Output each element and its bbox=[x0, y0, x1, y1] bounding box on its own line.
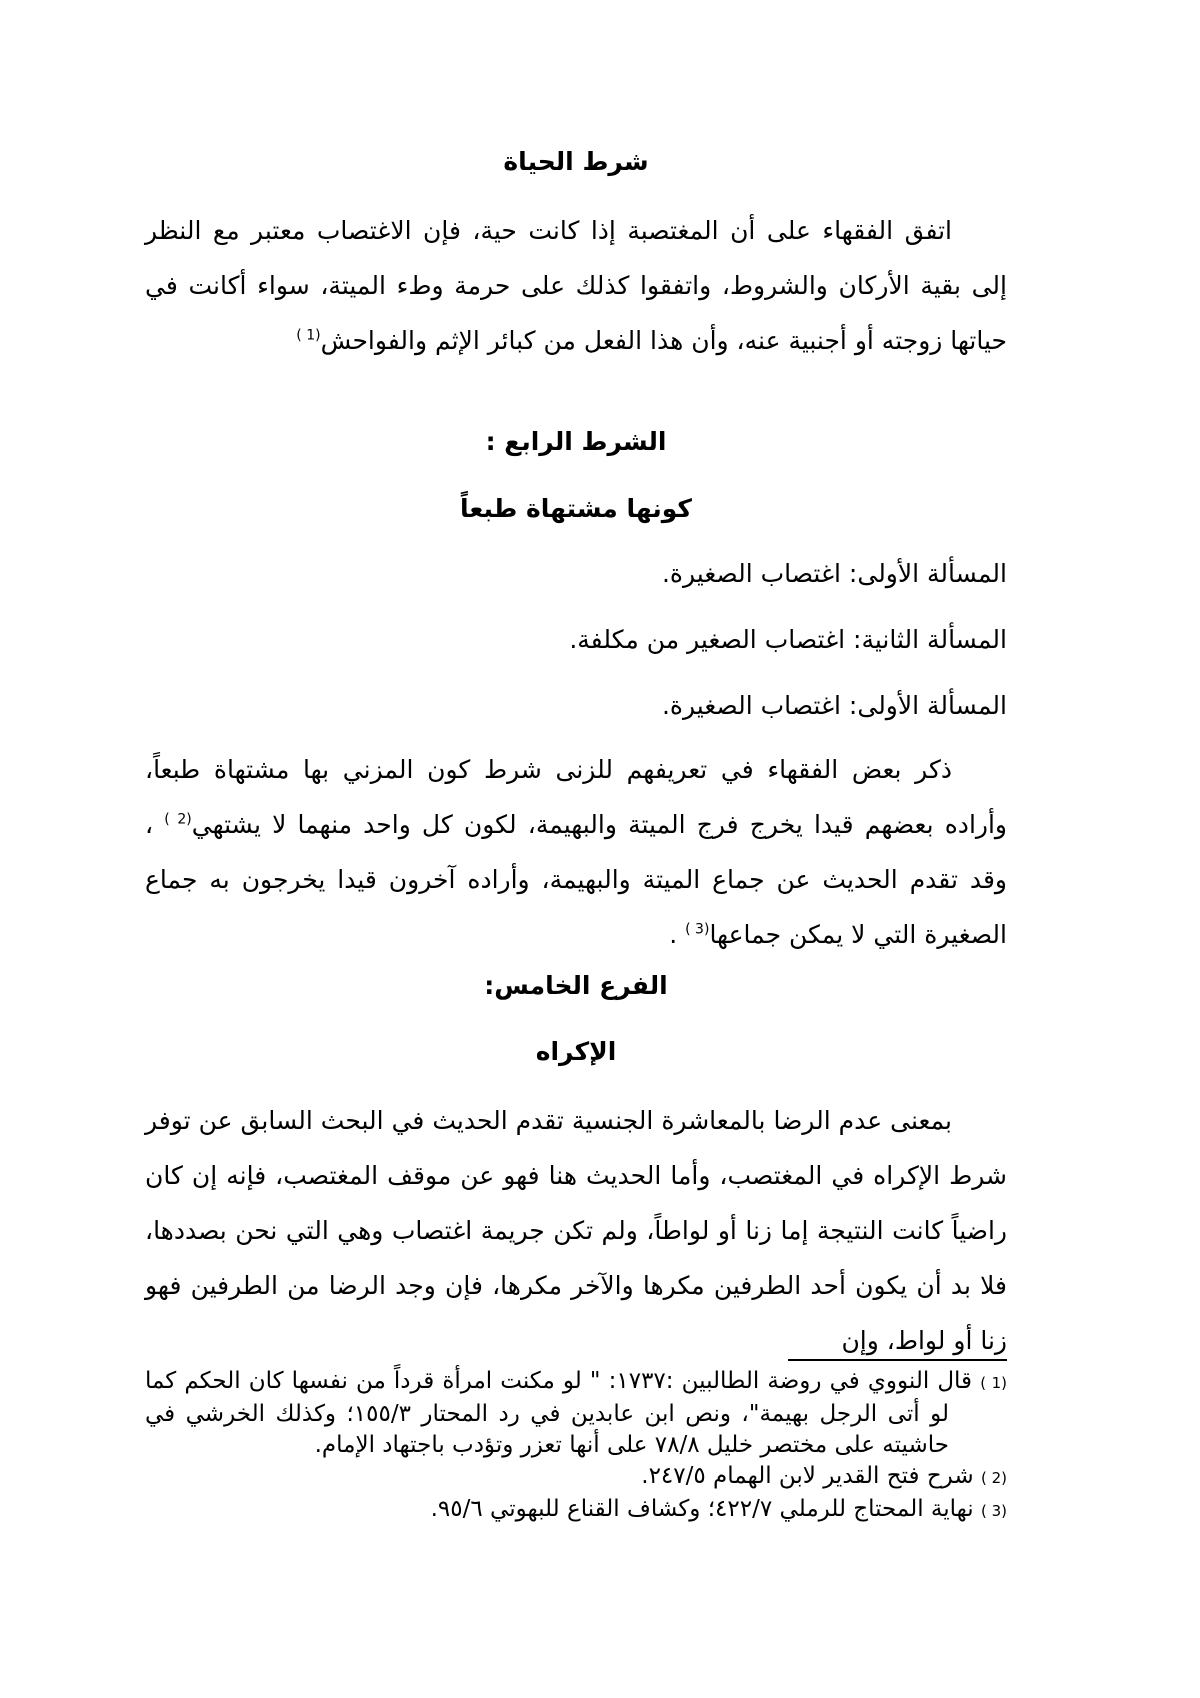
heading-life-condition: شرط الحياة bbox=[503, 147, 649, 176]
footnotes bbox=[145, 1366, 1007, 1527]
paragraph-end: . bbox=[669, 920, 678, 949]
footnote-2 bbox=[145, 1461, 1007, 1494]
heading-desirable-by-nature: كونها مشتهاة طبعاً bbox=[460, 494, 692, 523]
footnote-number: (1 ) bbox=[980, 1374, 1008, 1392]
footnote-number: (2 ) bbox=[980, 1469, 1007, 1487]
paragraph-coercion: بمعنى عدم الرضا بالمعاشرة الجنسية تقدم الحديث في البحث السابق عن توفر شرط الإكراه في المغتصب، وأما الحديث هنا فهو عن موقف المغتصب، فإنه إن كان راضياً كانت النتيجة إما زنا أو لواطاً، ولم تكن جريمة اغتصاب وهي التي نحن بصددها، فلا بد أن يكون أحد الطرفين مكرها والآخر مكرها، فإن وجد الرضا من الطرفين فهو زنا أو لواط، وإن bbox=[145, 1106, 1007, 1355]
footnote-ref-1[interactable]: (1 ) bbox=[296, 327, 321, 344]
heading-fifth-branch: الفرع الخامس: bbox=[484, 971, 668, 1000]
paragraph-text: اتفق الفقهاء على أن المغتصبة إذا كانت حية، فإن الاغتصاب معتبر مع النظر إلى بقية الأركان والشروط، واتفقوا كذلك على حرمة وطء الميتة، سواء أكانت في حياتها زوجته أو أجنبية عنه، وأن هذا الفعل من كبائر الإثم والفواحش bbox=[145, 216, 1007, 355]
paragraph-text-part1: ذكر بعض الفقهاء في تعريفهم للزنى شرط كون المزني بها مشتهاة طبعاً، وأراده بعضهم قيدا يخرج فرج الميتة والبهيمة، لكون كل واحد منهما لا يشتهي bbox=[145, 755, 1007, 839]
footnote-text: شرح فتح القدير لابن الهمام ٢٤٧/٥. bbox=[641, 1463, 974, 1489]
issue-first-repeat: المسألة الأولى: اغتصاب الصغيرة. bbox=[661, 691, 1007, 720]
footnote-1 bbox=[145, 1366, 1007, 1461]
footnote-ref-3[interactable]: (3 ) bbox=[685, 921, 710, 938]
paragraph-text-part2: ، وقد تقدم الحديث عن جماع الميتة والبهيمة، وأراده آخرون قيدا يخرجون به جماع الصغيرة التي لا يمكن جماعها bbox=[145, 810, 1007, 949]
paragraph-desirability bbox=[145, 742, 1007, 962]
issue-second: المسألة الثانية: اغتصاب الصغير من مكلفة. bbox=[569, 625, 1007, 654]
document-page bbox=[145, 0, 1007, 1698]
footnote-ref-2[interactable]: (2 ) bbox=[164, 811, 192, 828]
footnote-text: نهاية المحتاج للرملي ٤٢٢/٧؛ وكشاف القناع للبهوتي ٩٥/٦. bbox=[430, 1496, 974, 1522]
issue-first: المسألة الأولى: اغتصاب الصغيرة. bbox=[661, 559, 1007, 588]
heading-fourth-condition: الشرط الرابع : bbox=[485, 427, 667, 456]
footnote-3 bbox=[145, 1494, 1007, 1527]
footnote-number: (3 ) bbox=[980, 1502, 1007, 1520]
heading-coercion: الإكراه bbox=[535, 1037, 617, 1066]
footnote-text: قال النووي في روضة الطالبين :١٧٣٧: " لو مكنت امرأة قرداً من نفسها كان الحكم كما لو أتى الرجل بهيمة"، ونص ابن عابدين في رد المحتار ١٥٥/٣؛ وكذلك الخرشي في حاشيته على مختصر خليل ٧٨/٨ على أنها تعزر وتؤدب باجتهاد الإمام. bbox=[145, 1368, 973, 1458]
paragraph-life-condition bbox=[145, 203, 1007, 368]
footnote-separator bbox=[788, 1359, 1007, 1361]
